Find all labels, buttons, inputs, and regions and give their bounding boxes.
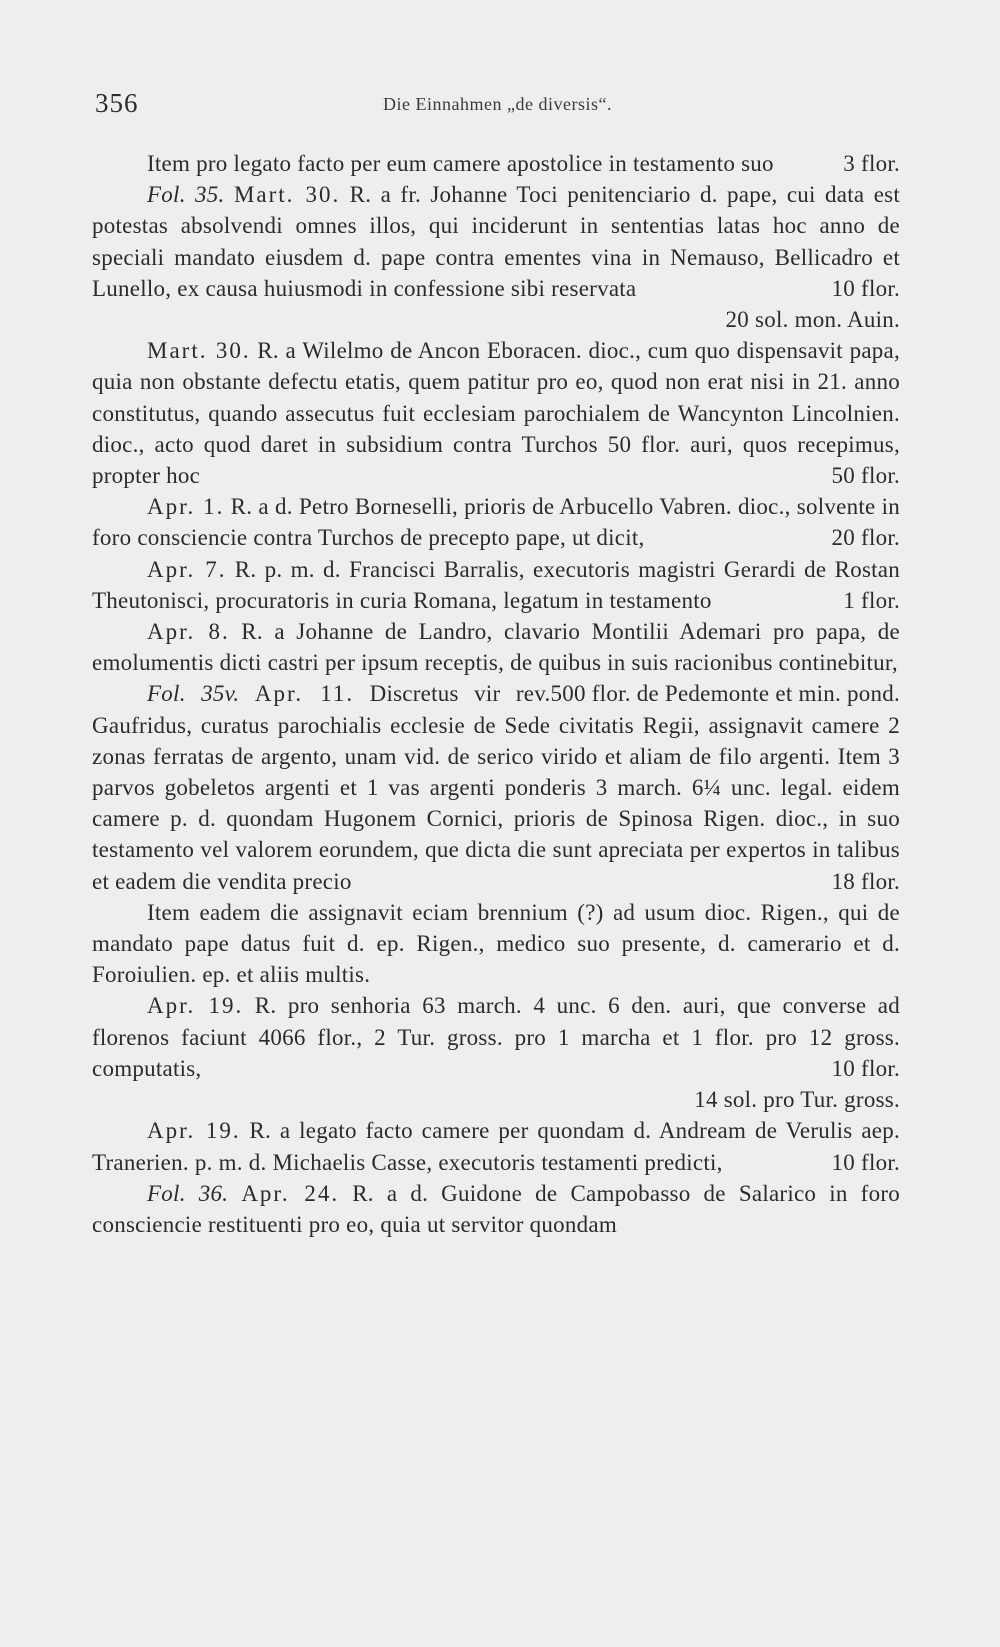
entry-paragraph xyxy=(92,678,900,896)
entry-paragraph xyxy=(92,148,900,179)
entry-paragraph xyxy=(92,897,900,991)
folio-reference: Fol. 36. xyxy=(147,1180,229,1206)
entry-amount: 18 flor. xyxy=(831,868,900,894)
entry-date: Apr. 1. xyxy=(147,494,225,520)
entry-date: Apr. 8. xyxy=(147,619,230,645)
entry-date: Apr. 19. xyxy=(147,1118,241,1144)
entry-amount-secondary: 20 sol. mon. Auin. xyxy=(725,307,900,333)
entry-amount: 20 flor. xyxy=(831,525,900,551)
entry-text: R. a d. Guidone de Campobasso de Salarico in foro consciencie restituenti pro eo, quia ut servitor quondam xyxy=(92,1180,900,1237)
page-number: 356 xyxy=(95,88,139,118)
entry-text: Item eadem die assignavit eciam brennium (?) ad usum dioc. Rigen., qui de mandato pape datus fuit d. ep. Rigen., medico suo presente, d. camerario et d. Foroiulien. ep. et aliis multis. xyxy=(92,899,900,988)
page-header xyxy=(95,88,900,128)
entry-date: Apr. 11. xyxy=(254,681,355,707)
entry-text: Discretus vir rev. Gaufridus, curatus parochialis ecclesie de Sede civitatis Regii, assignavit camere 2 zonas ferratas de argento, unam vid. de serico virido et aliam de filo argenti. Item 3 parvos gobeletos argenti et 1 vas argenti ponderis 3 march. 6¼ unc. legal. eidem camere p. d. quondam Hugonem Cornici, prioris de Spinosa Rigen. dioc., in suo testamento vel valorem eorundem, que dicta die sunt apreciata per expertos in talibus et eadem die vendita precio xyxy=(92,681,900,894)
entry-paragraph xyxy=(92,554,900,616)
running-title: Die Einnahmen „de diversis“. xyxy=(383,94,612,114)
entry-paragraph xyxy=(92,179,900,304)
entry-amount: 50 flor. xyxy=(831,463,900,489)
body-text xyxy=(92,148,900,1240)
entry-paragraph xyxy=(92,335,900,491)
entry-amount: 10 flor. xyxy=(831,275,900,301)
entry-text: R. p. m. d. Francisci Barralis, executoris magistri Gerardi de Rostan Theutonisci, procuratoris in curia Romana, legatum in testamento xyxy=(92,556,900,613)
folio-reference: Fol. 35v. xyxy=(147,681,240,707)
entry-text: R. a legato facto camere per quondam d. Andream de Verulis aep. Tranerien. p. m. d. Michaelis Casse, executoris testamenti predicti, xyxy=(92,1118,900,1175)
entry-paragraph xyxy=(92,1115,900,1177)
entry-text: R. pro senhoria 63 march. 4 unc. 6 den. auri, que converse ad florenos faciunt 4066 flor., 2 Tur. gross. pro 1 marcha et 1 flor. pro 12 gross. computatis, xyxy=(92,993,901,1081)
entry-amount: 10 flor. xyxy=(831,1149,900,1175)
entry-date: Apr. 24. xyxy=(241,1180,340,1206)
entry-date: Apr. 7. xyxy=(147,556,227,582)
entry-paragraph xyxy=(92,990,900,1084)
entry-text: R. a Johanne de Landro, clavario Montilii Ademari pro papa, de emolumentis dicti castri per ipsum receptis, de quibus in suis racionibus continebitur, xyxy=(92,619,900,676)
entry-amount-secondary: 14 sol. pro Tur. gross. xyxy=(694,1087,900,1113)
entry-amount: 10 flor. xyxy=(831,1055,900,1081)
folio-reference: Fol. 35. xyxy=(147,182,225,208)
entry-date: Apr. 19. xyxy=(147,993,244,1019)
entry-paragraph xyxy=(92,491,900,553)
entry-paragraph xyxy=(92,1178,900,1240)
entry-date: Mart. 30. xyxy=(233,182,341,208)
entry-date: Mart. 30. xyxy=(147,338,251,364)
entry-text: Item pro legato facto per eum camere apostolice in testamento suo xyxy=(147,151,774,176)
entry-amount: 3 flor. xyxy=(843,151,900,176)
entry-amount: 1 flor. xyxy=(843,587,900,613)
entry-text: R. a Wilelmo de Ancon Eboracen. dioc., cum quo dispensavit papa, quia non obstante defectu etatis, quem patitur pro eo, quod non erat nisi in 21. anno constitutus, quando assecutus fuit ecclesiam parochialem de Wancynton Lincolnien. dioc., acto quod daret in subsidium contra Turchos 50 flor. auri, quos recepimus, propter hoc xyxy=(92,338,901,489)
entry-amount: 500 flor. de Pedemonte et min. pond. xyxy=(550,681,900,707)
entry-text: R. a d. Petro Borneselli, prioris de Arbucello Vabren. dioc., solvente in foro consciencie contra Turchos de precepto pape, ut dicit, xyxy=(92,494,901,551)
entry-text: R. a fr. Johanne Toci penitenciario d. pape, cui data est potestas absolvendi omnes illos, qui inciderunt in sententias latas hoc anno de speciali mandato eiusdem d. pape contra ementes vina in Nemauso, Bellicadro et Lunello, ex causa huiusmodi in confessione sibi reservata xyxy=(92,182,901,301)
